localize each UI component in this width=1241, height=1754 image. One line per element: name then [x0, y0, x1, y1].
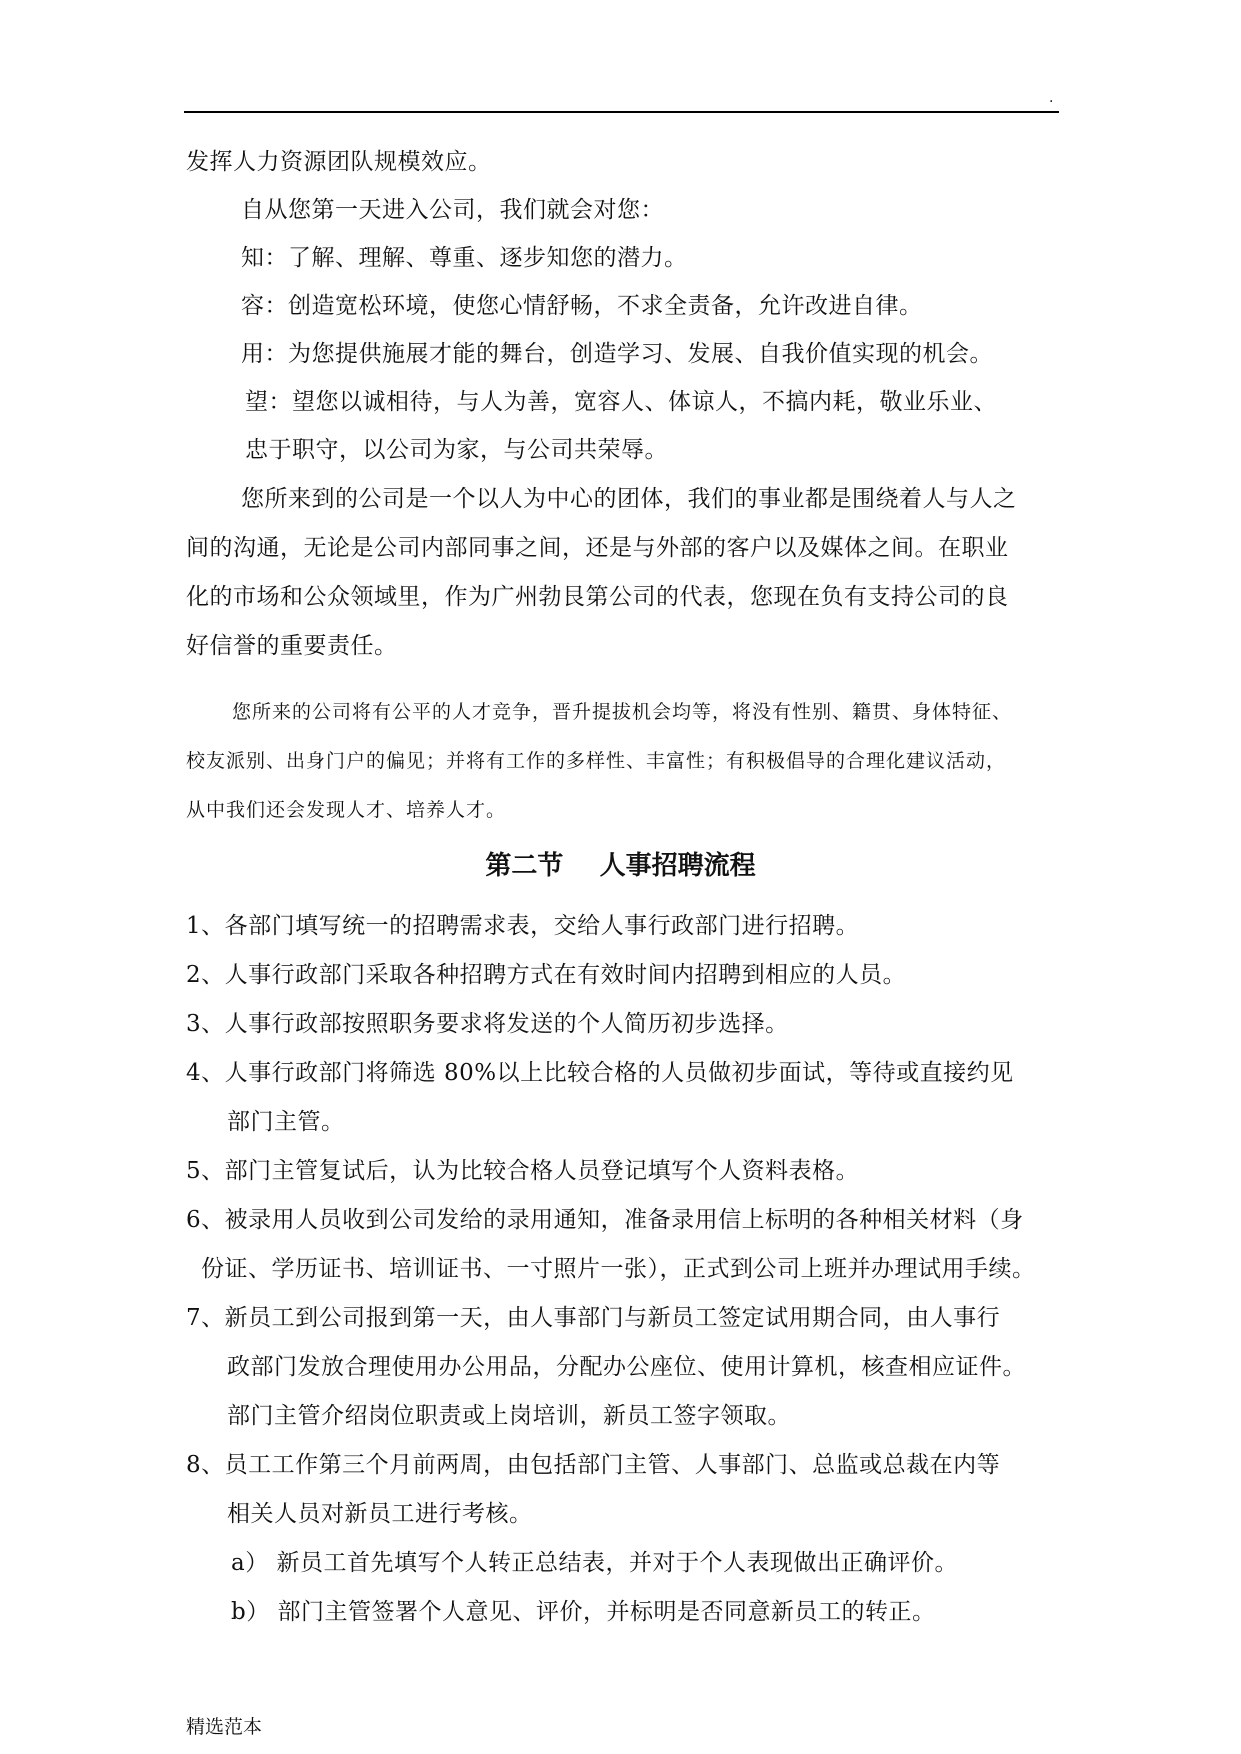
intro-line: 望：望您以诚相待，与人为善，宽容人、体谅人，不搞内耗，敬业乐业、 [245, 389, 997, 415]
step-line: 政部门发放合理使用办公用品，分配办公座位、使用计算机，核查相应证件。 [227, 1354, 1026, 1380]
header-rule [184, 111, 1059, 113]
paragraph-line: 校友派别、出身门户的偏见；并将有工作的多样性、丰富性；有积极倡导的合理化建议活动， [186, 750, 1007, 772]
header-mark: . [1049, 90, 1054, 106]
paragraph-line: 从中我们还会发现人才、培养人才。 [186, 799, 507, 821]
step-line: 部门主管介绍岗位职责或上岗培训，新员工签字领取。 [227, 1403, 791, 1429]
paragraph-line: 好信誉的重要责任。 [186, 633, 398, 659]
intro-line: 发挥人力资源团队规模效应。 [186, 149, 492, 175]
step-line: b） 部门主管签署个人意见、评价，并标明是否同意新员工的转正。 [231, 1599, 936, 1625]
step-line: 部门主管。 [227, 1109, 345, 1135]
step-line: 6、被录用人员收到公司发给的录用通知，准备录用信上标明的各种相关材料（身 [186, 1207, 1024, 1233]
footer-label: 精选范本 [186, 1716, 263, 1738]
intro-line: 知：了解、理解、尊重、逐步知您的潜力。 [241, 245, 688, 271]
paragraph-line: 您所来到的公司是一个以人为中心的团体，我们的事业都是围绕着人与人之 [241, 486, 1017, 512]
step-line: 份证、学历证书、培训证书、一寸照片一张），正式到公司上班并办理试用手续。 [201, 1256, 1036, 1282]
step-line: 7、新员工到公司报到第一天，由人事部门与新员工签定试用期合同，由人事行 [186, 1305, 1001, 1331]
paragraph-line: 化的市场和公众领域里，作为广州勃艮第公司的代表，您现在负有支持公司的良 [186, 584, 1009, 610]
step-line: 4、人事行政部门将筛选 80%以上比较合格的人员做初步面试，等待或直接约见 [186, 1060, 1014, 1086]
intro-line: 忠于职守，以公司为家，与公司共荣辱。 [245, 437, 668, 463]
step-line: a） 新员工首先填写个人转正总结表，并对于个人表现做出正确评价。 [231, 1550, 959, 1576]
step-line: 3、人事行政部按照职务要求将发送的个人简历初步选择。 [186, 1011, 789, 1037]
intro-line: 自从您第一天进入公司，我们就会对您： [241, 197, 664, 223]
paragraph-line: 间的沟通，无论是公司内部同事之间，还是与外部的客户以及媒体之间。在职业 [186, 535, 1009, 561]
step-line: 5、部门主管复试后，认为比较合格人员登记填写个人资料表格。 [186, 1158, 860, 1184]
paragraph-line: 您所来的公司将有公平的人才竞争，晋升提拔机会均等，将没有性别、籍贯、身体特征、 [232, 701, 1013, 723]
step-line: 相关人员对新员工进行考核。 [227, 1501, 533, 1527]
intro-line: 用：为您提供施展才能的舞台，创造学习、发展、自我价值实现的机会。 [241, 341, 993, 367]
step-line: 1、各部门填写统一的招聘需求表，交给人事行政部门进行招聘。 [186, 913, 860, 939]
intro-line: 容：创造宽松环境，使您心情舒畅，不求全责备，允许改进自律。 [241, 293, 923, 319]
section-title: 第二节 人事招聘流程 [485, 851, 756, 881]
step-line: 2、人事行政部门采取各种招聘方式在有效时间内招聘到相应的人员。 [186, 962, 907, 988]
step-line: 8、员工工作第三个月前两周，由包括部门主管、人事部门、总监或总裁在内等 [186, 1452, 1001, 1478]
